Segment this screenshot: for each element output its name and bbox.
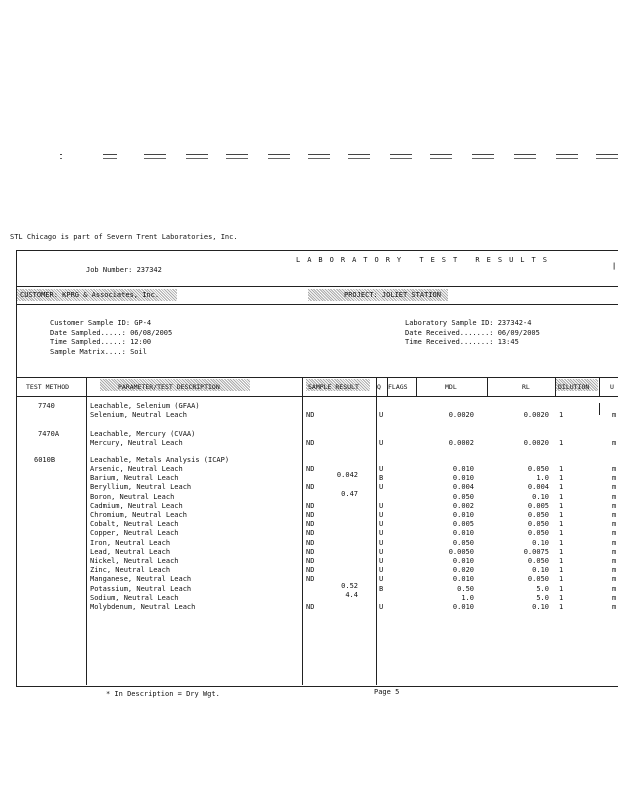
- mdl-value: 0.010: [452, 511, 474, 519]
- test-method: 7740: [38, 402, 55, 410]
- mdl-value: 0.010: [452, 575, 474, 584]
- qualifier-flag: U: [379, 439, 384, 447]
- sample-result: ND: [306, 483, 315, 492]
- parameter-name: Cadmium, Neutral Leach: [90, 501, 183, 510]
- qualifier-flag: U: [379, 566, 384, 575]
- qualifier-flag: U: [379, 575, 384, 584]
- qualifier-flag: U: [379, 501, 384, 510]
- edge-mark: |: [612, 262, 617, 270]
- rl-value: 0.10: [532, 603, 549, 611]
- parameter-name: Potassium, Neutral Leach: [90, 584, 192, 593]
- units-value: m: [612, 465, 617, 473]
- rule: [16, 396, 618, 397]
- col-mdl: MDL: [445, 383, 457, 391]
- qualifier-flag: U: [379, 483, 384, 492]
- parameter-name: Nickel, Neutral Leach: [90, 557, 179, 565]
- rl-value: 0.0075: [523, 547, 549, 556]
- lab-sample-id: Laboratory Sample ID: 237342-4: [405, 319, 532, 327]
- sample-matrix: Sample Matrix....: Soil: [50, 347, 147, 356]
- sample-info-right: [405, 319, 540, 348]
- units-value: m: [612, 411, 617, 419]
- units-value: m: [612, 584, 617, 593]
- col-units: U: [610, 383, 614, 391]
- parameter-name: Beryllium, Neutral Leach: [90, 483, 192, 492]
- rl-value: 0.050: [527, 575, 549, 584]
- test-method: 6010B: [34, 456, 56, 464]
- parameter-name: Arsenic, Neutral Leach: [90, 465, 183, 473]
- parameter-name: Copper, Neutral Leach: [90, 529, 179, 538]
- mdl-value: 0.020: [452, 566, 474, 575]
- sample-result: 0.47: [341, 489, 358, 498]
- units-value: m: [612, 511, 617, 519]
- mdl-value: 0.010: [452, 557, 474, 565]
- test-group-title: Leachable, Metals Analysis (ICAP): [90, 456, 230, 464]
- col-divider: [487, 377, 488, 396]
- qualifier-flag: U: [379, 520, 384, 529]
- qualifier-flag: B: [379, 584, 384, 593]
- col-divider: [302, 377, 303, 685]
- qualifier-flag: U: [379, 547, 384, 556]
- mdl-value: 0.002: [452, 501, 474, 510]
- parameter-name: Cobalt, Neutral Leach: [90, 520, 179, 529]
- time-sampled: Time Sampled.....: 12:00: [50, 338, 152, 346]
- qualifier-flag: U: [379, 465, 384, 473]
- mdl-value: 0.50: [457, 584, 474, 593]
- test-group-title: Leachable, Mercury (CVAA): [90, 430, 196, 438]
- dilution-value: 1: [559, 566, 564, 575]
- parameter-name: Molybdenum, Neutral Leach: [90, 603, 196, 611]
- qualifier-flag: U: [379, 529, 384, 538]
- units-value: m: [612, 474, 617, 483]
- units-value: m: [612, 483, 617, 492]
- dilution-value: 1: [559, 584, 564, 593]
- rl-value: 0.050: [527, 511, 549, 519]
- rule: [16, 304, 618, 305]
- dilution-value: 1: [559, 557, 564, 565]
- qualifier-flag: U: [379, 411, 384, 419]
- col-divider: [599, 377, 600, 396]
- qualifier-flag: B: [379, 474, 384, 483]
- sample-info-left: [50, 319, 172, 357]
- sample-result: ND: [306, 547, 315, 556]
- col-divider: [387, 377, 388, 396]
- dilution-value: 1: [559, 575, 564, 584]
- mdl-value: 0.050: [452, 538, 474, 547]
- rl-value: 0.050: [527, 520, 549, 529]
- units-value: m: [612, 520, 617, 529]
- report-title: LABORATORY TEST RESULTS: [296, 256, 554, 264]
- dilution-value: 1: [559, 501, 564, 510]
- mdl-value: 0.050: [452, 492, 474, 501]
- mdl-value: 0.0020: [448, 411, 474, 419]
- time-received: Time Received.......: 13:45: [405, 338, 519, 346]
- col-q: Q: [377, 383, 381, 391]
- project-name: PROJECT: JOLIET STATION: [344, 291, 441, 299]
- mdl-value: 0.010: [452, 603, 474, 611]
- sample-result: ND: [306, 439, 315, 447]
- mdl-value: 0.0050: [448, 547, 474, 556]
- units-value: m: [612, 566, 617, 575]
- dilution-value: 1: [559, 492, 564, 501]
- sample-result: ND: [306, 603, 315, 611]
- parameter-name: Mercury, Neutral Leach: [90, 439, 183, 447]
- col-sample-result: SAMPLE RESULT: [308, 383, 359, 391]
- parameter-name: Iron, Neutral Leach: [90, 538, 171, 547]
- rl-value: 0.050: [527, 557, 549, 565]
- col-divider: [376, 377, 377, 685]
- dilution-value: 1: [559, 603, 564, 611]
- mdl-value: 0.010: [452, 474, 474, 483]
- parameter-name: Lead, Neutral Leach: [90, 547, 171, 556]
- rl-value: 0.0020: [523, 439, 549, 447]
- qualifier-flag: U: [379, 538, 384, 547]
- rl-value: 0.004: [527, 483, 549, 492]
- date-sampled: Date Sampled.....: 06/08/2005: [50, 328, 173, 337]
- units-value: m: [612, 593, 617, 602]
- dilution-value: 1: [559, 483, 564, 492]
- qualifier-flag: U: [379, 511, 384, 519]
- rl-value: 0.005: [527, 501, 549, 510]
- col-test-method: TEST METHOD: [26, 383, 70, 391]
- sample-result: 0.042: [336, 471, 358, 480]
- dilution-value: 1: [559, 474, 564, 483]
- units-value: m: [612, 603, 617, 611]
- job-number: Job Number: 237342: [86, 266, 162, 274]
- units-value: m: [612, 439, 617, 447]
- col-divider: [86, 377, 87, 685]
- lab-affiliation-note: STL Chicago is part of Severn Trent Laboratories, Inc.: [10, 233, 238, 241]
- rule: [16, 377, 618, 378]
- qualifier-flag: U: [379, 557, 384, 565]
- sample-result: ND: [306, 501, 315, 510]
- col-divider: [599, 403, 600, 415]
- rl-value: 5.0: [536, 593, 549, 602]
- sample-result: ND: [306, 538, 315, 547]
- dilution-value: 1: [559, 538, 564, 547]
- page-number: Page 5: [374, 688, 400, 696]
- units-value: m: [612, 529, 617, 538]
- mdl-value: 0.0002: [448, 439, 474, 447]
- test-method: 7470A: [38, 430, 60, 438]
- parameter-name: Manganese, Neutral Leach: [90, 575, 192, 584]
- sample-result: ND: [306, 566, 315, 575]
- customer-sample-id: Customer Sample ID: GP-4: [50, 319, 152, 327]
- qualifier-flag: U: [379, 603, 384, 611]
- sample-result: ND: [306, 511, 315, 519]
- sample-result: ND: [306, 557, 315, 565]
- parameter-name: Barium, Neutral Leach: [90, 474, 179, 483]
- rule: [16, 286, 618, 287]
- rl-value: 0.10: [532, 538, 549, 547]
- units-value: m: [612, 501, 617, 510]
- sample-result: 4.4: [345, 590, 358, 599]
- mdl-value: 0.005: [452, 520, 474, 529]
- dilution-value: 1: [559, 465, 564, 473]
- sample-result: ND: [306, 520, 315, 529]
- units-value: m: [612, 492, 617, 501]
- customer-name: CUSTOMER: KPRG & Associates, Inc.: [20, 291, 160, 299]
- dilution-value: 1: [559, 511, 564, 519]
- col-parameter: PARAMETER/TEST DESCRIPTION: [118, 383, 220, 391]
- units-value: m: [612, 538, 617, 547]
- rl-value: 0.10: [532, 492, 549, 501]
- rl-value: 1.0: [536, 474, 549, 483]
- col-divider: [555, 377, 556, 396]
- dilution-value: 1: [559, 411, 564, 419]
- sample-result: ND: [306, 411, 315, 419]
- units-value: m: [612, 547, 617, 556]
- mdl-value: 0.010: [452, 529, 474, 538]
- sample-result: ND: [306, 575, 315, 584]
- col-divider: [416, 377, 417, 396]
- parameter-name: Boron, Neutral Leach: [90, 492, 175, 501]
- rl-value: 0.0020: [523, 411, 549, 419]
- test-group-title: Leachable, Selenium (GFAA): [90, 402, 200, 410]
- col-rl: RL: [522, 383, 530, 391]
- dilution-value: 1: [559, 547, 564, 556]
- parameter-name: Zinc, Neutral Leach: [90, 566, 171, 575]
- sample-result: 0.52: [341, 581, 358, 590]
- mdl-value: 1.0: [461, 593, 474, 602]
- sample-result: ND: [306, 465, 315, 473]
- dilution-value: 1: [559, 593, 564, 602]
- mdl-value: 0.004: [452, 483, 474, 492]
- rl-value: 0.050: [527, 529, 549, 538]
- rl-value: 0.10: [532, 566, 549, 575]
- parameter-name: Chromium, Neutral Leach: [90, 511, 187, 519]
- col-dilution: DILUTION: [558, 383, 590, 391]
- parameter-name: Sodium, Neutral Leach: [90, 593, 179, 602]
- dilution-value: 1: [559, 520, 564, 529]
- sample-result: ND: [306, 529, 315, 538]
- units-value: m: [612, 557, 617, 565]
- col-flags: FLAGS: [388, 383, 408, 391]
- dilution-value: 1: [559, 439, 564, 447]
- dilution-value: 1: [559, 529, 564, 538]
- units-value: m: [612, 575, 617, 584]
- rl-value: 5.0: [536, 584, 549, 593]
- footnote: * In Description = Dry Wgt.: [106, 690, 220, 698]
- rl-value: 0.050: [527, 465, 549, 473]
- parameter-name: Selenium, Neutral Leach: [90, 411, 187, 419]
- date-received: Date Received.......: 06/09/2005: [405, 328, 540, 337]
- mdl-value: 0.010: [452, 465, 474, 473]
